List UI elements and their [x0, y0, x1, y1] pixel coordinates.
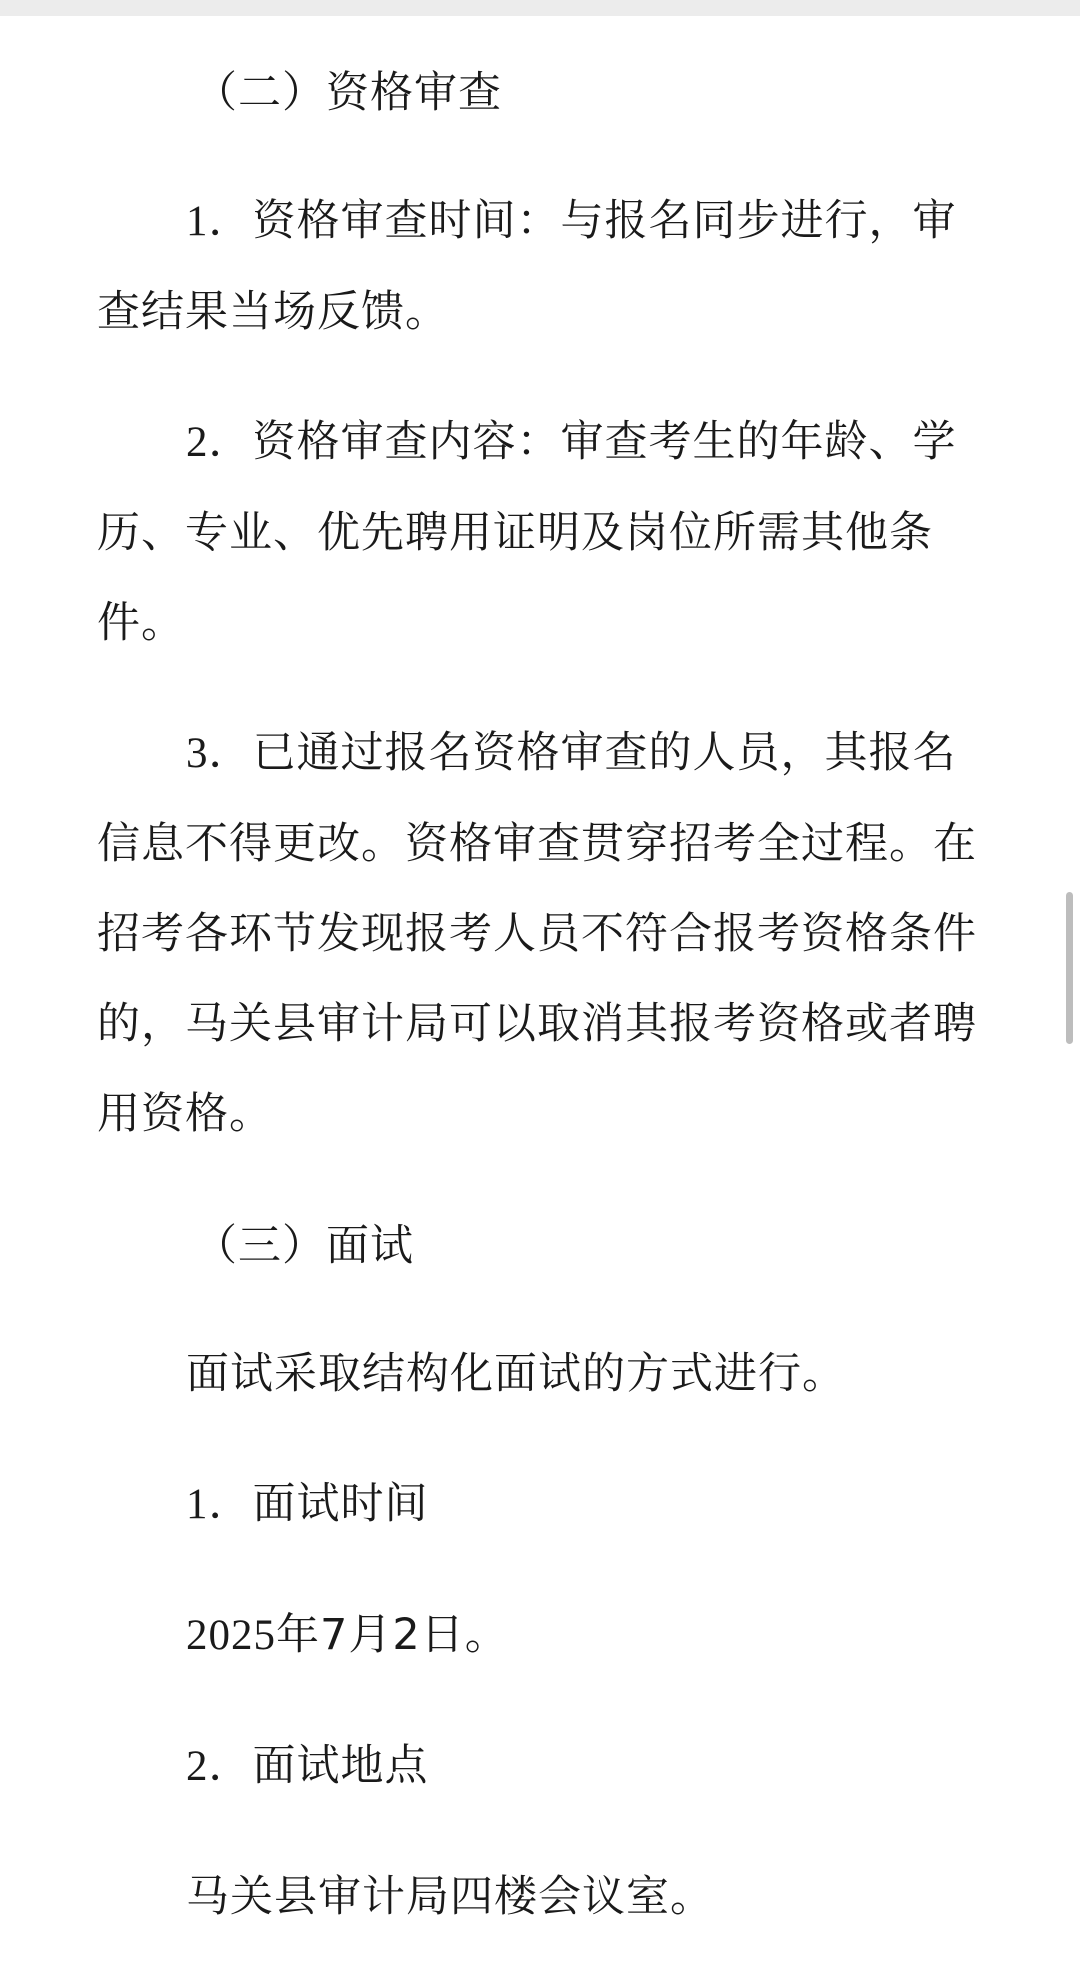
paragraph-text: 马关县审计局四楼会议室。: [186, 1872, 714, 1922]
paragraph-interview-location: [97, 1852, 987, 1942]
paragraph-review-time: [97, 176, 987, 357]
item-number: 3．: [186, 730, 253, 777]
paragraph-text: 资格审查时间：与报名同步进行，审查结果当场反馈。: [97, 196, 957, 337]
subheading-text: 面试地点: [252, 1741, 429, 1791]
article-body: [97, 48, 987, 1982]
vertical-scrollbar-thumb[interactable]: [1066, 892, 1073, 1044]
top-status-strip: [0, 0, 1080, 16]
date-year: 2025: [186, 1612, 276, 1659]
paragraph-text: 已通过报名资格审查的人员，其报名信息不得更改。资格审查贯穿招考全过程。在招考各环节发现报考人员不符合报考资格条件的，马关县审计局可以取消其报考资格或者聘用资格。: [97, 728, 977, 1139]
paragraph-text: 资格审查内容：审查考生的年龄、学历、专业、优先聘用证明及岗位所需其他条件。: [97, 417, 957, 648]
paragraph-interview-date: [97, 1590, 987, 1681]
item-number: 2．: [186, 419, 253, 466]
subheading-text: 面试时间: [252, 1479, 429, 1529]
section-heading-qualification-review: [97, 48, 987, 138]
item-number: 1．: [186, 198, 253, 245]
paragraph-interview-intro: [97, 1329, 987, 1419]
paragraph-review-content: [97, 397, 987, 668]
paragraph-review-process: [97, 708, 987, 1159]
date-rest: 年7月2日。: [276, 1610, 509, 1660]
item-number: 2．: [186, 1743, 253, 1790]
subheading-interview-time: [97, 1459, 987, 1550]
item-number: 1．: [186, 1481, 253, 1528]
paragraph-text: 面试采取结构化面试的方式进行。: [186, 1349, 846, 1399]
section-heading-text: （二）资格审查: [194, 68, 502, 118]
section-heading-interview: [97, 1201, 987, 1291]
section-heading-text: （三）面试: [194, 1221, 414, 1271]
subheading-interview-location: [97, 1721, 987, 1812]
